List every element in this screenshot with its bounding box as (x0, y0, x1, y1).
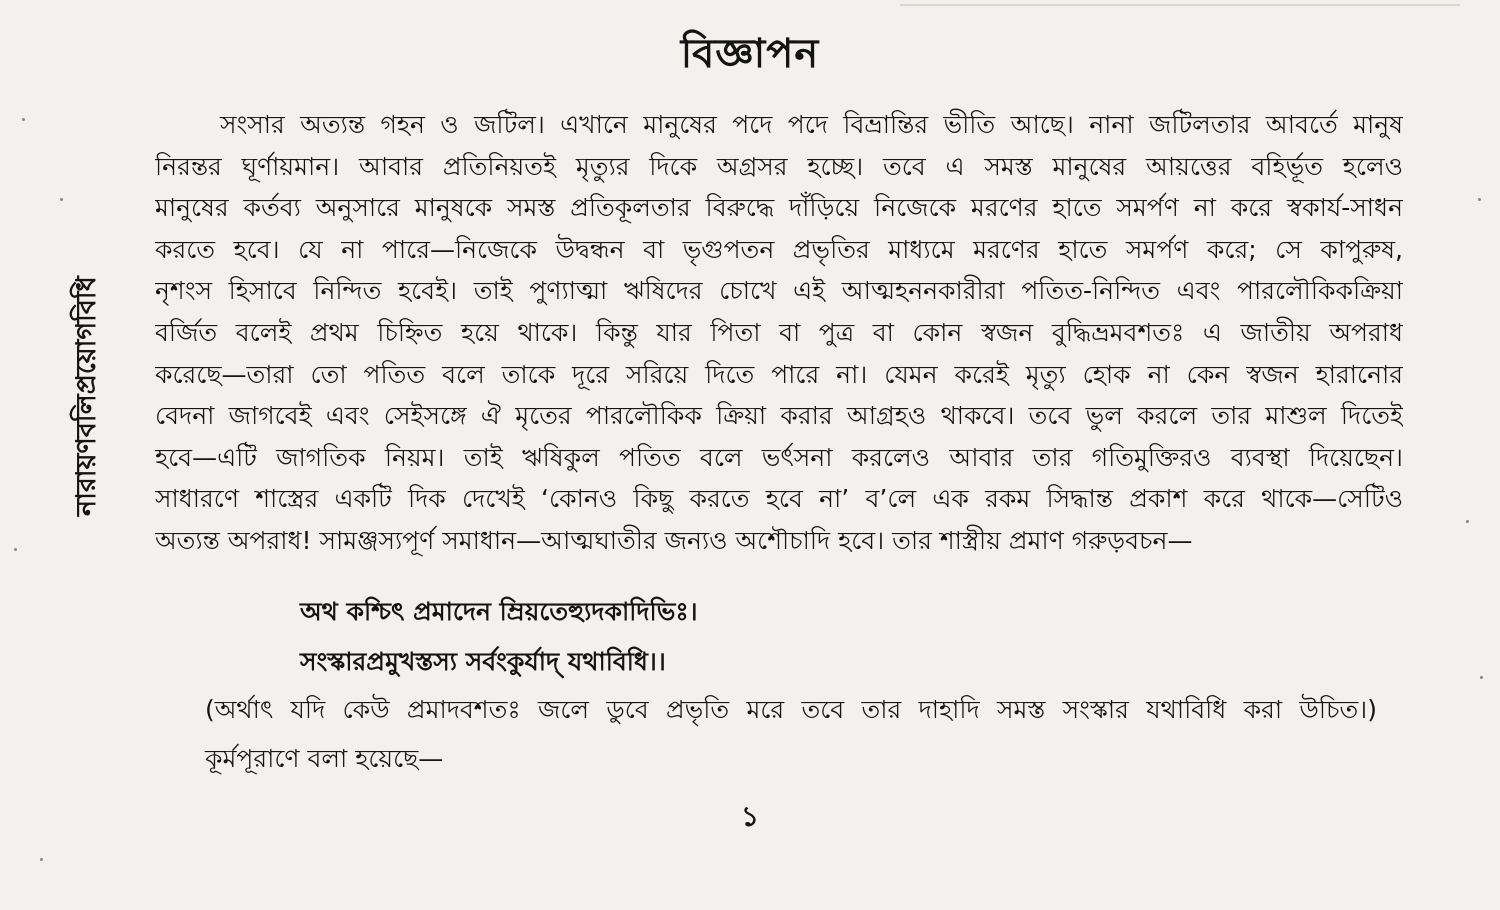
paper-speck (40, 858, 43, 861)
paragraph-line: সংসার অত্যন্ত গহন ও জটিল। এখানে মানুষের পদে পদে বিভ্রান্তির ভীতি আছে। নানা জটিলতার আবর্তে মানুষ (220, 110, 1403, 139)
kurma-purana-intro: কূর্মপূরাণে বলা হয়েছে— (205, 744, 444, 773)
verse-meaning: (অর্থাৎ যদি কেউ প্রমাদবশতঃ জলে ডুবে প্রভৃতি মরে তবে তার দাহাদি সমস্ত সংস্কার যথাবিধি করা উচিত।) (205, 695, 1377, 724)
paragraph-line: করেছে—তারা তো পতিত বলে তাকে দূরে সরিয়ে দিতে পারে না। যেমন করেই মৃত্যু হোক না কেন স্বজন হারানোর (155, 359, 1403, 389)
paragraph-line: নিরন্তর ঘূর্ণায়মান। আবার প্রতিনিয়তই মৃত্যুর দিকে অগ্রসর হচ্ছে। তবে এ সমস্ত মানুষের আয়ত্তের বহির্ভূত হলেও (155, 151, 1403, 181)
paragraph-line: বেদনা জাগবেই এবং সেইসঙ্গে ঐ মৃতের পারলৌকিক ক্রিয়া করার আগ্রহও থাকবে। তবে ভুল করলে তার মাশুল দিতেই (155, 401, 1403, 431)
page-title: বিজ্ঞাপন (680, 31, 820, 77)
paragraph-line: অত্যন্ত অপরাধ! সামঞ্জস্যপূর্ণ সমাধান—আত্মঘাতীর জন্যও অশৌচাদি হবে। তার শাস্ত্রীয় প্রমাণ গরুড়বচন— (155, 525, 1193, 555)
side-running-title: নারায়ণবলিপ্রয়োগবিধি (71, 276, 102, 516)
paper-speck (14, 548, 17, 551)
top-edge-rule (900, 4, 1460, 6)
paper-speck (60, 198, 63, 201)
sanskrit-verse-line: অথ কশ্চিৎ প্রমাদেন ম্রিয়তেহ্যুদকাদিভিঃ। (300, 597, 698, 626)
paper-speck (1466, 520, 1469, 523)
paper-speck (1480, 676, 1483, 679)
paragraph-line: হবে—এটি জাগতিক নিয়ম। তাই ঋষিকুল পতিত বলে ভর্ৎসনা করলেও আবার তার গতিমুক্তিরও ব্যবস্থা দিয়েছেন। (155, 442, 1403, 472)
paper-speck (22, 118, 25, 121)
paragraph-line: সাধারণে শাস্ত্রের একটি দিক দেখেই ‘কোনও কিছু করতে হবে না’ ব’লে এক রকম সিদ্ধান্ত প্রকাশ করে থাকে—সেটিও (155, 484, 1403, 514)
paragraph-line: মানুষের কর্তব্য অনুসারে মানুষকে সমস্ত প্রতিকূলতার বিরুদ্ধে দাঁড়িয়ে নিজেকে মরণের হাতে সমর্পণ না করে স্বকার্য-সাধন (155, 193, 1403, 223)
paragraph-line: বর্জিত বলেই প্রথম চিহ্নিত হয়ে থাকে। কিন্তু যার পিতা বা পুত্র বা কোন স্বজন বুদ্ধিভ্রমবশতঃ এ জাতীয় অপরাধ (155, 317, 1403, 347)
paragraph-line: নৃশংস হিসাবে নিন্দিত হবেই। তাই পুণ্যাত্মা ঋষিদের চোখে এই আত্মহননকারীরা পতিত-নিন্দিত এবং পারলৌকিকক্রিয়া (155, 276, 1403, 306)
page-number: ১ (740, 800, 760, 833)
main-paragraph (155, 104, 1403, 562)
paper-speck (1478, 198, 1481, 201)
paragraph-line: করতে হবে। যে না পারে—নিজেকে উদ্বন্ধন বা ভৃগুপতন প্রভৃতির মাধ্যমে মরণের হাতে সমর্পণ করে; সে কাপুরুষ, (155, 234, 1403, 264)
sanskrit-verse-line: সংস্কারপ্রমুখস্তস্য সর্বংকুর্যাদ্ যথাবিধি।। (300, 647, 666, 676)
